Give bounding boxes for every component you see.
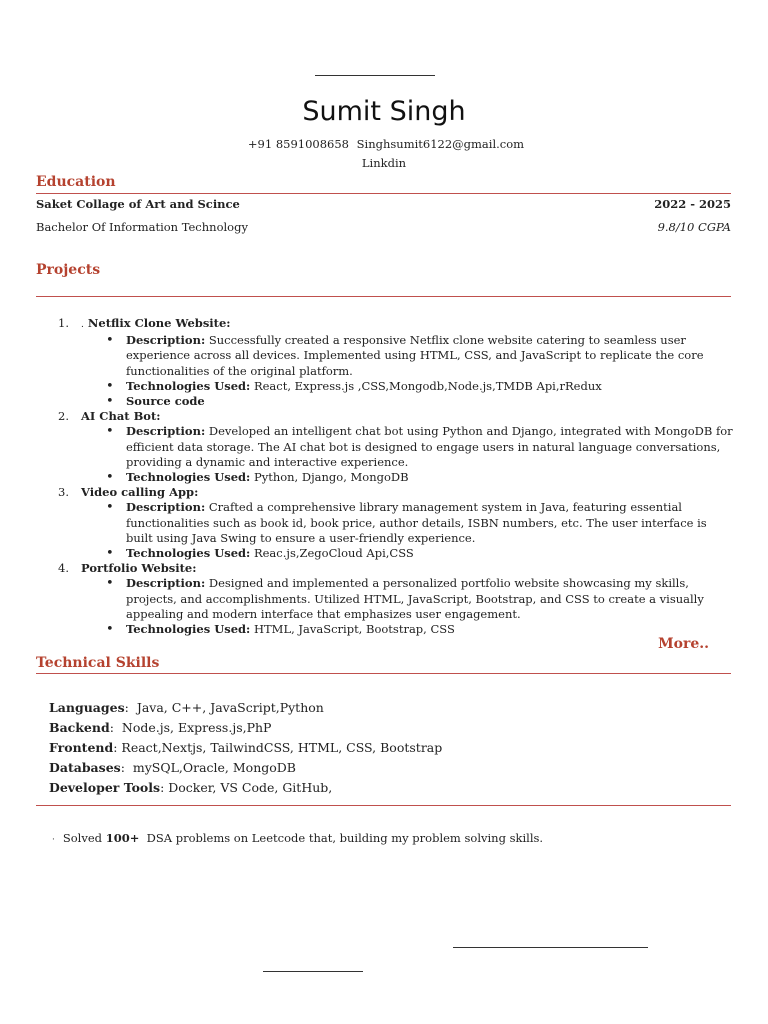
skills-divider <box>36 673 731 674</box>
projects-list <box>36 316 736 637</box>
bullet-dot-icon: · <box>52 835 55 845</box>
skills-heading: Technical Skills <box>36 655 160 671</box>
more-projects-link[interactable]: More.. <box>658 636 709 652</box>
project-title: AI Chat Bot: <box>81 409 161 424</box>
skill-row: Frontend: React,Nextjs, TailwindCSS, HTML, CSS, Bootstrap <box>49 740 443 755</box>
achievements-divider <box>36 805 731 806</box>
education-cgpa: 9.8/10 CGPA <box>657 220 731 234</box>
project-item <box>36 316 736 409</box>
education-heading: Education <box>36 174 116 190</box>
source-code-link[interactable]: • Source code <box>126 394 736 409</box>
project-number: 1. <box>58 316 69 330</box>
education-degree: Bachelor Of Information Technology <box>36 220 248 234</box>
skills-list <box>49 698 442 798</box>
project-item <box>36 561 736 637</box>
skill-row: Languages: Java, C++, JavaScript,Python <box>49 700 324 715</box>
achievement-item: · Solved 100+ DSA problems on Leetcode that, building my problem solving skills. <box>52 831 544 845</box>
project-item <box>36 485 736 561</box>
projects-heading: Projects <box>36 262 101 278</box>
project-item <box>36 409 736 485</box>
skill-row: Backend: Node.js, Express.js,PhP <box>49 720 272 735</box>
education-divider <box>36 193 731 194</box>
candidate-name: Sumit Singh <box>302 96 466 127</box>
project-technologies: • Technologies Used: Reac.js,ZegoCloud Api,CSS <box>126 546 736 561</box>
project-description: • Description: Developed an intelligent chat bot using Python and Django, integrated with MongoDB for efficient data storage. The AI chat bot is designed to engage users in natural language conversations, providing a dynamic and interactive experience. <box>126 424 736 470</box>
project-technologies: • Technologies Used: HTML, JavaScript, Bootstrap, CSS <box>126 622 736 637</box>
project-title: Portfolio Website: <box>81 561 197 576</box>
project-prefix: . <box>81 320 84 330</box>
project-number: 4. <box>58 561 69 576</box>
project-title: Video calling App: <box>81 485 199 500</box>
project-technologies: • Technologies Used: Python, Django, MongoDB <box>126 470 736 485</box>
project-title: Netflix Clone Website: <box>87 316 231 330</box>
bottom-divider-right <box>453 947 648 948</box>
project-number: 3. <box>58 485 69 500</box>
skill-row: Databases: mySQL,Oracle, MongoDB <box>49 760 296 775</box>
linkedin-link[interactable]: Linkdin <box>361 156 407 170</box>
project-description: • Description: Successfully created a responsive Netflix clone website catering to seamless user experience across all devices. Implemented using HTML, CSS, and JavaScript to replicate the core functionalities of the original platform. <box>126 333 736 379</box>
education-institution: Saket Collage of Art and Scince <box>36 197 240 211</box>
project-description: • Description: Designed and implemented a personalized portfolio website showcasing my skills, projects, and accomplishments. Utilized HTML, JavaScript, Bootstrap, and CSS to create a visually appealing and modern interface that emphasizes user engagement. <box>126 576 736 622</box>
project-description: • Description: Crafted a comprehensive library management system in Java, featuring essential functionalities such as book id, book price, author details, ISBN numbers, etc. The user interface is built using Java Swing to ensure a user-friendly experience. <box>126 500 736 546</box>
bottom-divider-left <box>263 971 363 972</box>
project-technologies: • Technologies Used: React, Express.js ,CSS,Mongodb,Node.js,TMDB Api,rRedux <box>126 379 736 394</box>
contact-line <box>0 137 768 151</box>
phone-number[interactable]: +91 8591008658 <box>247 137 349 151</box>
projects-divider <box>36 296 731 297</box>
education-years: 2022 - 2025 <box>654 197 731 211</box>
email-link[interactable]: Singhsumit6122@gmail.com <box>356 137 525 151</box>
top-divider <box>315 75 435 76</box>
project-number: 2. <box>58 409 69 424</box>
skill-row: Developer Tools: Docker, VS Code, GitHub, <box>49 780 333 795</box>
